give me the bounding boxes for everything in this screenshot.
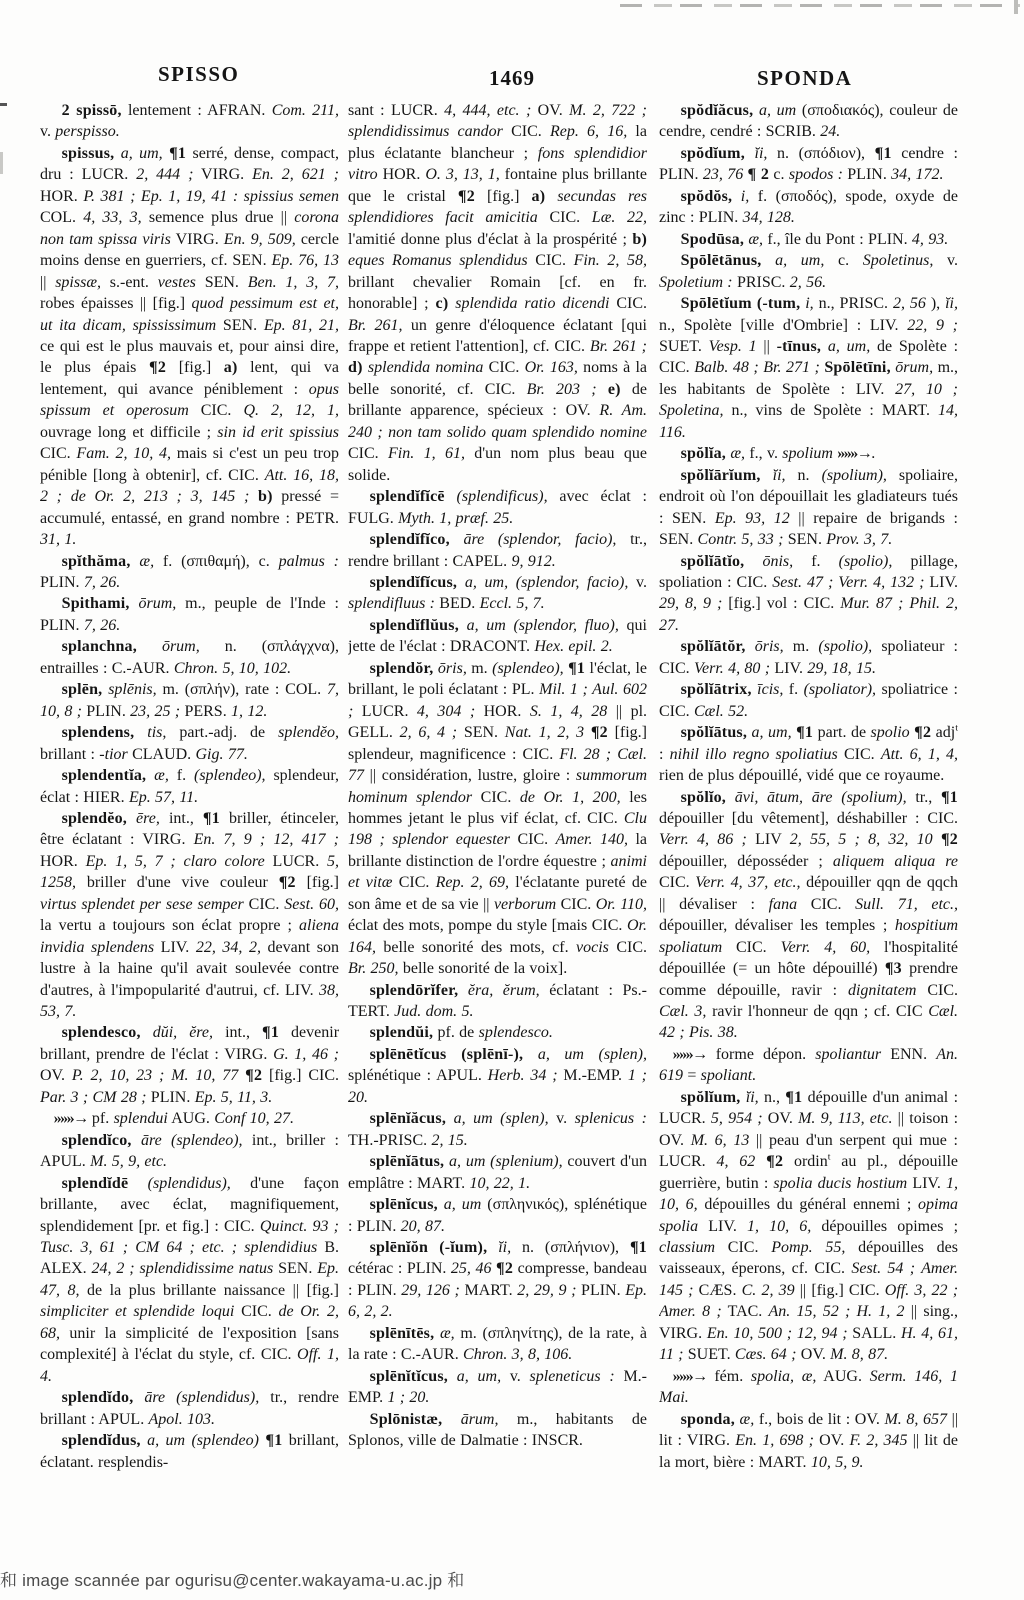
derivation-arrow-icon: »»»→ <box>672 1045 707 1063</box>
dictionary-entry: splēnĭātus, a, um (splenium), couvert d'un emplâtre : MART. 10, 22, 1. <box>348 1153 647 1192</box>
dictionary-entry: spŏlĭātus, a, um, ¶1 part. de spolio ¶2 adj$^t$ : nihil illo regno spoliatius CIC. Att. 6, 1, 4, rien de plus dépouillé, vidé que ce royaume. <box>659 722 958 785</box>
entry-variant-note: »»»→ pf. splendui AUG. Conf 10, 27. <box>53 1110 294 1128</box>
dictionary-entry: splēn, splēnis, m. (σπλήν), rate : COL. 7, 10, 8 ; PLIN. 23, 25 ; PERS. 1, 12. <box>40 681 339 720</box>
page-number: 1469 <box>489 66 535 90</box>
dictionary-entry: spŏlĭo, āvi, ātum, āre (spolium), tr., ¶1 dépouiller [du vêtement], déshabiller : CIC. Verr. 4, 86 ; LIV 2, 55, 5 ; 8, 32, 10 ¶2 dépouiller, déposséder ; aliquem aliqua re CIC. Verr. 4, 37, etc., dépouiller qqn de qqch || dévaliser : fana CIC. Sull. 71, etc., dépouiller, dévaliser les temples ; hospitium spoliatum CIC. Verr. 4, 60, l'hospitalité dépouillée (= un hôte dépouillé) ¶3 prendre comme dépouille, ravir : dignitatem CIC. Cæl. 3, ravir l'honneur de qqn ; cf. CIC Cæl. 42 ; Pis. 38. <box>659 788 958 1042</box>
dictionary-entry: spŏlĭum, ĭi, n., ¶1 dépouille d'un animal : LUCR. 5, 954 ; OV. M. 9, 113, etc. || toison : OV. M. 6, 13 || peau d'un serpent qui mue : LUCR. 4, 62 ¶2 ordin$^t$ au pl., dépouille guerrière, butin : spolia ducis hostium LIV. 1, 10, 6, dépouilles du général ennemi ; opima spolia LIV. 1, 10, 6, dépouilles opimes ; classium CIC. Pomp. 55, dépouilles des vaisseaux, éperons, cf. CIC. Sest. 54 ; Amer. 145 ; CÆS. C. 2, 39 || [fig.] CIC. Off. 3, 22 ; Amer. 8 ; TAC. An. 15, 52 ; H. 1, 2 || sing., VIRG. En. 10, 500 ; 12, 94 ; SALL. H. 4, 61, 11 ; SUET. Cæs. 64 ; OV. M. 8, 87. <box>659 1088 958 1364</box>
running-head-last-word: SPONDA <box>757 66 853 90</box>
dictionary-entry: splendĭco, āre (splendeo), int., briller : APUL. M. 5, 9, etc. <box>40 1131 339 1171</box>
dictionary-entry: splendĭdē (splendidus), d'une façon brillante, avec éclat, magnifiquement, splendidement [pr. et fig.] : CIC. Quinct. 93 ; Tusc. 3, 61 ; CM 64 ; etc. ; splendidius B. ALEX. 24, 2 ; splendidissime natus SEN. Ep. 47, 8, de la plus brillante naissance || [fig.] simpliciter et splendide loqui CIC. de Or. 2, 68, unir la simplicité de l'exposition [sans complexité] à l'éclat du style, cf. CIC. Off. 1, 4. <box>40 1174 339 1385</box>
dictionary-entry: splēnītēs, æ, m. (σπληνίτης), de la rate, à la rate : C.-AUR. Chron. 3, 8, 106. <box>348 1324 647 1364</box>
dictionary-entry: splēnĭŏn (-ĭum), ĭi, n. (σπλήνιον), ¶1 cétérac : PLIN. 25, 46 ¶2 compresse, bandeau : PLIN. 29, 126 ; MART. 2, 29, 9 ; PLIN. Ep. 6, 2, 2. <box>348 1239 647 1321</box>
scan-credit-caption: 和 image scannée par ogurisu@center.wakayama-u.ac.jp 和 <box>0 1571 465 1590</box>
dictionary-entry: splendĭflŭus, a, um (splendor, fluo), qui jette de l'éclat : DRACONT. Hex. epil. 2. <box>348 616 647 656</box>
dictionary-entry: 2 spissō, lentement : AFRAN. Com. 211, v. perspisso. <box>40 102 339 141</box>
dictionary-entry: splendĭdo, āre (splendidus), tr., rendre brillant : APUL. Apol. 103. <box>40 1389 339 1428</box>
dictionary-entry: splendōrĭfer, ĕra, ĕrum, éclatant : Ps.-TERT. Jud. dom. 5. <box>348 981 647 1021</box>
text-column-2 <box>348 100 647 1552</box>
dictionary-entry: splendŭi, pf. de splendesco. <box>369 1024 553 1042</box>
entry-variant-note: »»»→ fém. spolia, æ, AUG. Serm. 146, 1 Mai. <box>659 1367 958 1407</box>
dictionary-entry: splendentĭa, æ, f. (splendeo), splendeur, éclat : HIER. Ep. 57, 11. <box>40 767 339 806</box>
dictionary-entry: spŏlĭātĭo, ōnis, f. (spolio), pillage, spoliation : CIC. Sest. 47 ; Verr. 4, 132 ; LIV. 29, 8, 9 ; [fig.] vol : CIC. Mur. 87 ; Phil. 2, 27. <box>659 552 958 634</box>
dictionary-entry: splēnĭtĭcus, a, um, v. spleneticus : M.-EMP. 1 ; 20. <box>348 1367 647 1407</box>
dictionary-entry: splanchna, ōrum, n. (σπλάγχνα), entrailles : C.-AUR. Chron. 5, 10, 102. <box>40 638 339 677</box>
dictionary-entry: spŏlĭātrix, īcis, f. (spoliator), spoliatrice : CIC. Cæl. 52. <box>659 681 958 720</box>
dictionary-entry: Spithami, ōrum, m., peuple de l'Inde : PLIN. 7, 26. <box>40 595 339 634</box>
derivation-arrow-icon: »»»→ <box>672 1367 707 1385</box>
dictionary-entry: spŏlĭārĭum, ĭi, n. (spolium), spoliaire, endroit où l'on dépouillait les gladiateurs tués : SEN. Ep. 93, 12 || repaire de brigands : SEN. Contr. 5, 33 ; SEN. Prov. 3, 7. <box>659 466 958 549</box>
dictionary-entry: spĭthăma, æ, f. (σπιθαμή), c. palmus : PLIN. 7, 26. <box>40 552 339 591</box>
dictionary-entry: Splōnistæ, ārum, m., habitants de Splonos, ville de Dalmatie : INSCR. <box>348 1410 647 1450</box>
entry-variant-note: »»»→ forme dépon. spoliantur ENN. An. 619 = spoliant. <box>659 1045 958 1085</box>
derivation-arrow-icon: »»»→ <box>837 445 872 463</box>
scan-artifact <box>620 4 1020 7</box>
scan-artifact <box>0 103 7 106</box>
running-head-first-word: SPISSO <box>158 62 240 86</box>
text-column-3 <box>659 100 958 1552</box>
dictionary-entry: splendens, tis, part.-adj. de splendĕo, brillant : -tior CLAUD. Gig. 77. <box>40 724 339 763</box>
dictionary-entry: Spōlētĭum (-tum, i, n., PRISC. 2, 56 ), ĭi, n., Spolète [ville d'Ombrie] : LIV. 22, 9 ; SUET. Vesp. 1 || -tīnus, a, um, de Spolète : CIC. Balb. 48 ; Br. 271 ; Spōlētīni, ōrum, m., les habitants de Spolète : LIV. 27, 10 ; Spoletina, n., vins de Spolète : MART. 14, 116. <box>659 295 958 441</box>
dictionary-entry: splendĭfĭcus, a, um, (splendor, facio), v. splendifluus : BED. Eccl. 5, 7. <box>348 573 647 613</box>
dictionary-entry: spŏdĭăcus, a, um (σποδιακός), couleur de cendre, cendré : SCRIB. 24. <box>659 102 958 141</box>
dictionary-entry: splendesco, dŭi, ĕre, int., ¶1 devenir brillant, prendre de l'éclat : VIRG. G. 1, 46 ; OV. P. 2, 10, 23 ; M. 10, 77 ¶2 [fig.] CIC. Par. 3 ; CM 28 ; PLIN. Ep. 5, 11, 3. <box>40 1024 339 1106</box>
derivation-arrow-icon: »»»→ <box>53 1110 88 1128</box>
dictionary-entry: splendĭfĭcē (splendificus), avec éclat : FULG. Myth. 1, præf. 25. <box>348 488 647 527</box>
dictionary-entry: spŏdĭum, ĭi, n. (σπόδιον), ¶1 cendre : PLIN. 23, 76 ¶ 2 c. spodos : PLIN. 34, 172. <box>659 144 958 184</box>
dictionary-entry: spissus, a, um, ¶1 serré, dense, compact, dru : LUCR. 2, 444 ; VIRG. En. 2, 621 ; HOR. P. 381 ; Ep. 1, 19, 41 : spissius semen COL. 4, 33, 3, semence plus drue || corona non tam spissa viris VIRG. En. 9, 509, cercle moins dense en guerriers, cf. SEN. Ep. 76, 13 || spissæ, s.-ent. vestes SEN. Ben. 1, 3, 7, robes épaisses || [fig.] quod pessimum est et, ut ita dicam, spississimum SEN. Ep. 81, 21, ce qui est le plus mauvais et, pour ainsi dire, le plus épais ¶2 [fig.] a) lent, qui va lentement, qui avance péniblement : opus spissum et operosum CIC. Q. 2, 12, 1, ouvrage long et difficile ; sin id erit spissius CIC. Fam. 2, 10, 4, mais si c'est un peu trop pénible [long à obtenir], cf. CIC. Att. 16, 18, 2 ; de Or. 2, 213 ; 3, 145 ; b) pressé = accumulé, entassé, en grand nombre : PETR. 31, 1. <box>40 144 339 549</box>
dictionary-entry: sponda, æ, f., bois de lit : OV. M. 8, 657 || lit : VIRG. En. 1, 698 ; OV. F. 2, 345 || lit de la mort, bière : MART. 10, 5, 9. <box>659 1410 958 1471</box>
dictionary-entry: splendĭdus, a, um (splendeo) ¶1 brillant, éclatant. resplendis- <box>40 1432 339 1471</box>
dictionary-entry: splēnĭăcus, a, um (splen), v. splenicus : TH.-PRISC. 2, 15. <box>348 1110 647 1149</box>
scan-artifact <box>0 152 3 174</box>
dictionary-entry: Spōlētānus, a, um, c. Spoletinus, v. Spoletium : PRISC. 2, 56. <box>659 252 958 291</box>
dictionary-entry: spŏlĭātŏr, ōris, m. (spolio), spoliateur : CIC. Verr. 4, 80 ; LIV. 29, 18, 15. <box>659 638 958 677</box>
dictionary-entry: Spodūsa, æ, f., île du Pont : PLIN. 4, 93. <box>680 230 949 248</box>
text-column-1 <box>40 100 339 1552</box>
dictionary-entry: sant : LUCR. 4, 444, etc. ; OV. M. 2, 722 ; splendidissimus candor CIC. Rep. 6, 16, la plus éclatante blancheur ; fons splendidior vitro HOR. O. 3, 13, 1, fontaine plus brillante que le cristal ¶2 [fig.] a) secundas res splendidiores facit amicitia CIC. Læ. 22, l'amitié donne plus d'éclat à la prospérité ; b) eques Romanus splendidus CIC. Fin. 2, 58, brillant chevalier Romain [cf. en fr. honorable] ; c) splendida ratio dicendi CIC. Br. 261, un genre d'éloquence éclatant [qui frappe et retient l'attention], cf. CIC. Br. 261 ; d) splendida nomina CIC. Or. 163, noms à la belle sonorité, cf. CIC. Br. 203 ; e) de brillante apparence, spécieux : OV. R. Am. 240 ; non tam solido quam splendido nomine CIC. Fin. 1, 61, d'un nom plus beau que solide. <box>348 102 647 484</box>
dictionary-entry: splendŏr, ōris, m. (splendeo), ¶1 l'éclat, le brillant, le poli éclatant : PL. Mil. 1 ; Aul. 602 ; LUCR. 4, 304 ; HOR. S. 1, 4, 28 || pl. GELL. 2, 6, 4 ; SEN. Nat. 1, 2, 3 ¶2 [fig.] splendeur, magnificence : CIC. Fl. 28 ; Cæl. 77 || considération, lustre, gloire : summorum hominum splendor CIC. de Or. 1, 200, les hommes jetant le plus vif éclat, cf. CIC. Clu 198 ; splendor equester CIC. Amer. 140, la brillante distinction de l'ordre équestre ; animi et vitæ CIC. Rep. 2, 69, l'éclatante pureté de son âme et de sa vie || verborum CIC. Or. 110, éclat des mots, pompe du style [mais CIC. Or. 164, belle sonorité des mots, cf. vocis CIC. Br. 250, belle sonorité de la voix]. <box>348 659 647 978</box>
dictionary-entry: splendĭfĭco, āre (splendor, facio), tr., rendre brillant : CAPEL. 9, 912. <box>348 531 647 570</box>
dictionary-entry: splendĕo, ēre, int., ¶1 briller, étinceler, être éclatant : VIRG. En. 7, 9 ; 12, 417 ; HOR. Ep. 1, 5, 7 ; claro colore LUCR. 5, 1258, briller d'une vive couleur ¶2 [fig.] virtus splendet per sese semper CIC. Sest. 60, la vertu a toujours son éclat propre ; aliena invidia splendens LIV. 22, 34, 2, devant son lustre à la haine qu'il avait soulevée contre d'autres, à l'impopularité d'autrui, cf. LIV. 38, 53, 7. <box>40 809 339 1021</box>
dictionary-entry: splēnētĭcus (splēnī-), a, um (splen), splénétique : APUL. Herb. 34 ; M.-EMP. 1 ; 20. <box>348 1045 647 1106</box>
dictionary-entry: spŏlĭa, æ, f., v. spolium »»»→. <box>680 445 876 463</box>
dictionary-entry: spŏdŏs, i, f. (σποδός), spode, oxyde de zinc : PLIN. 34, 128. <box>659 187 958 227</box>
dictionary-entry: splēnĭcus, a, um (σπληνικός), splénétique : PLIN. 20, 87. <box>348 1196 647 1235</box>
scan-artifact <box>1014 0 1018 14</box>
